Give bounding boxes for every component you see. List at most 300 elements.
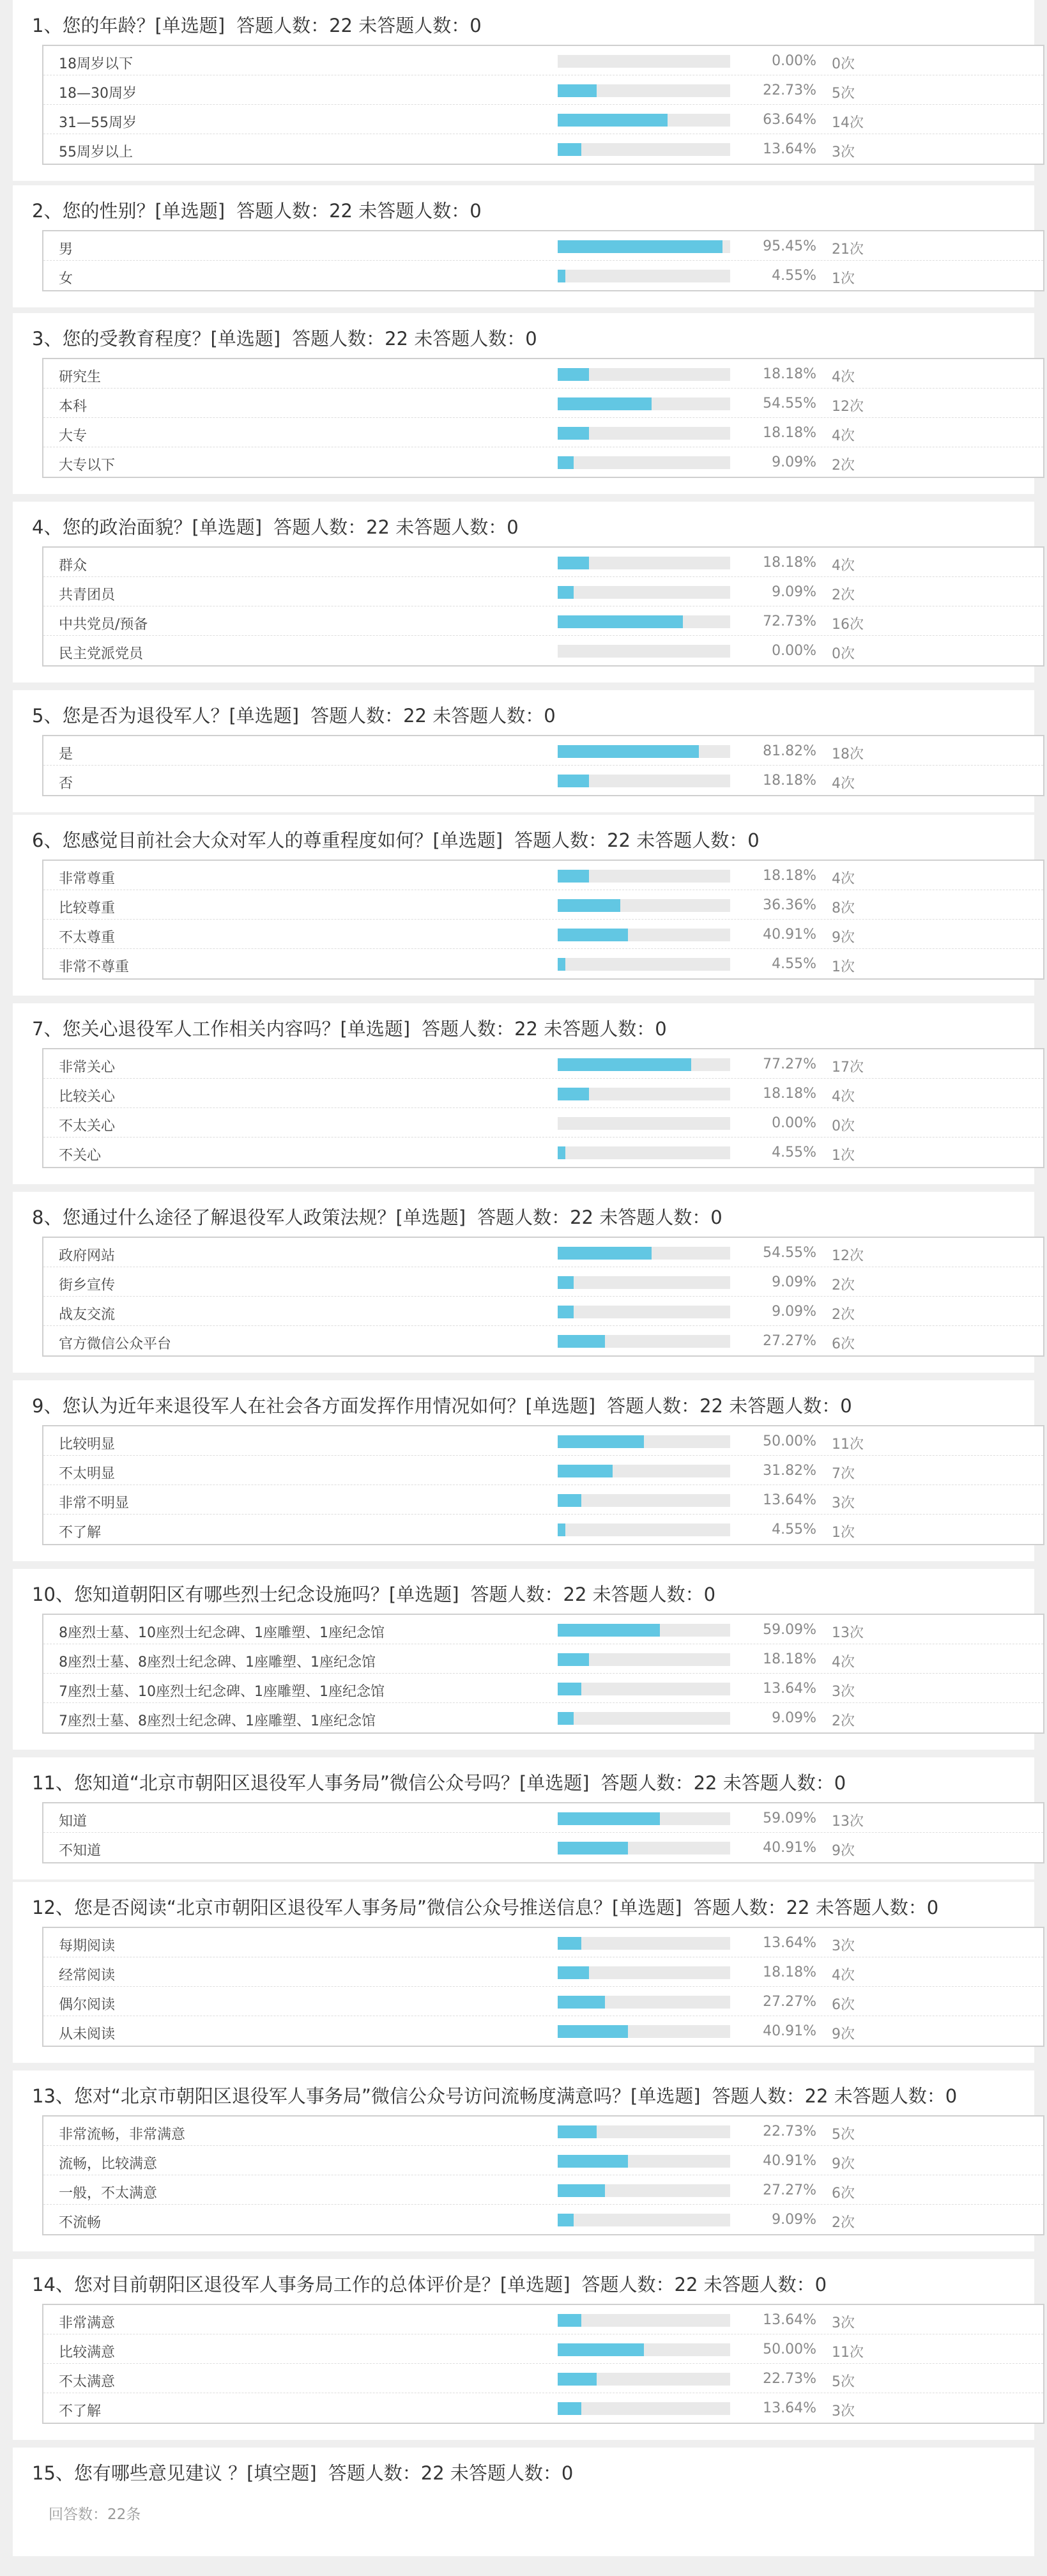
percentage-bar-track xyxy=(558,745,730,758)
percentage-bar-track xyxy=(558,368,730,381)
option-label: 8座烈士墓、10座烈士纪念碑、1座雕塑、1座纪念馆 xyxy=(59,1625,385,1641)
option-percentage: 13.64% xyxy=(763,2312,816,2328)
question-title xyxy=(32,1203,722,1230)
question-meta: 答题人数：22 未答题人数：0 xyxy=(712,2085,958,2107)
option-percentage: 77.27% xyxy=(763,1056,816,1072)
percentage-bar-track xyxy=(558,1306,730,1318)
question-meta: 答题人数：22 未答题人数：0 xyxy=(693,1897,939,1918)
percentage-bar-track xyxy=(558,586,730,599)
option-count: 3次 xyxy=(832,1684,855,1700)
option-percentage: 18.18% xyxy=(763,1651,816,1667)
question-title xyxy=(32,702,556,728)
option-row xyxy=(43,2175,1043,2205)
percentage-bar-track xyxy=(558,84,730,97)
percentage-bar-fill xyxy=(558,1146,565,1159)
options-table xyxy=(42,1048,1044,1168)
percentage-bar-track xyxy=(558,1335,730,1348)
option-count: 13次 xyxy=(832,1625,864,1641)
percentage-bar-fill xyxy=(558,586,574,599)
option-row xyxy=(43,2205,1043,2234)
percentage-bar-track xyxy=(558,397,730,410)
percentage-bar-track xyxy=(558,958,730,971)
option-label: 群众 xyxy=(59,558,88,574)
option-label: 流畅，比较满意 xyxy=(59,2156,158,2172)
option-label: 不了解 xyxy=(59,1525,102,1541)
percentage-bar-fill xyxy=(558,2314,581,2327)
option-row xyxy=(43,949,1043,978)
option-count: 4次 xyxy=(832,776,855,792)
percentage-bar-track xyxy=(558,870,730,883)
percentage-bar-track xyxy=(558,1842,730,1855)
option-row xyxy=(43,920,1043,949)
question-title xyxy=(32,1015,667,1041)
option-percentage: 59.09% xyxy=(763,1622,816,1638)
option-label: 官方微信公众平台 xyxy=(59,1336,172,1352)
percentage-bar-fill xyxy=(558,240,722,253)
option-count: 1次 xyxy=(832,959,855,975)
percentage-bar-track xyxy=(558,557,730,569)
question-text: 15、您有哪些意见建议 ？[填空题] xyxy=(32,2462,317,2484)
option-percentage: 13.64% xyxy=(763,2400,816,2416)
percentage-bar-track xyxy=(558,1712,730,1725)
option-label: 非常流畅，非常满意 xyxy=(59,2127,186,2143)
question-meta: 答题人数：22 未答题人数：0 xyxy=(236,200,482,222)
option-percentage: 18.18% xyxy=(763,366,816,382)
option-row xyxy=(43,2016,1043,2046)
percentage-bar-track xyxy=(558,1088,730,1100)
option-row xyxy=(43,861,1043,890)
options-table xyxy=(42,230,1044,291)
option-count: 4次 xyxy=(832,428,855,444)
percentage-bar-fill xyxy=(558,2373,597,2386)
option-count: 3次 xyxy=(832,2315,855,2331)
option-percentage: 4.55% xyxy=(772,956,816,972)
percentage-bar-fill xyxy=(558,1494,581,1507)
percentage-bar-track xyxy=(558,1996,730,2009)
option-row xyxy=(43,359,1043,389)
option-row xyxy=(43,636,1043,665)
option-percentage: 13.64% xyxy=(763,141,816,157)
option-percentage: 50.00% xyxy=(763,2341,816,2357)
option-label: 经常阅读 xyxy=(59,1968,116,1984)
option-percentage: 50.00% xyxy=(763,1433,816,1449)
percentage-bar-fill xyxy=(558,1276,574,1289)
question-meta: 答题人数：22 未答题人数：0 xyxy=(581,2274,827,2295)
option-percentage: 22.73% xyxy=(763,2124,816,2140)
option-count: 7次 xyxy=(832,1466,855,1482)
option-percentage: 9.09% xyxy=(772,1304,816,1320)
option-percentage: 4.55% xyxy=(772,268,816,284)
option-percentage: 59.09% xyxy=(763,1810,816,1826)
options-table xyxy=(42,2115,1044,2235)
option-row xyxy=(43,447,1043,477)
option-count: 3次 xyxy=(832,2403,855,2419)
option-percentage: 22.73% xyxy=(763,2371,816,2387)
option-percentage: 95.45% xyxy=(763,238,816,254)
option-label: 7座烈士墓、10座烈士纪念碑、1座雕塑、1座纪念馆 xyxy=(59,1684,385,1700)
percentage-bar-fill xyxy=(558,615,683,628)
percentage-bar-fill xyxy=(558,1523,565,1536)
option-count: 1次 xyxy=(832,1525,855,1541)
option-row xyxy=(43,577,1043,606)
option-label: 18—30周岁 xyxy=(59,86,137,102)
option-percentage: 27.27% xyxy=(763,2182,816,2198)
option-label: 7座烈士墓、8座烈士纪念碑、1座雕塑、1座纪念馆 xyxy=(59,1713,376,1729)
percentage-bar-track xyxy=(558,615,730,628)
percentage-bar-fill xyxy=(558,2402,581,2415)
option-row xyxy=(43,1108,1043,1138)
option-count: 8次 xyxy=(832,900,855,916)
percentage-bar-track xyxy=(558,1494,730,1507)
options-table xyxy=(42,1614,1044,1734)
option-percentage: 27.27% xyxy=(763,1333,816,1349)
question-title xyxy=(32,2082,957,2108)
option-row xyxy=(43,75,1043,105)
question-title xyxy=(32,12,482,38)
question-title xyxy=(32,325,537,351)
percentage-bar-fill xyxy=(558,1306,574,1318)
option-label: 否 xyxy=(59,776,73,792)
option-label: 偶尔阅读 xyxy=(59,1997,116,2013)
option-count: 13次 xyxy=(832,1814,864,1830)
option-count: 0次 xyxy=(832,646,855,662)
percentage-bar-track xyxy=(558,2025,730,2038)
percentage-bar-track xyxy=(558,1937,730,1950)
question-meta: 答题人数：22 未答题人数：0 xyxy=(328,2462,574,2484)
question-title xyxy=(32,2459,573,2485)
option-label: 55周岁以上 xyxy=(59,144,133,160)
option-percentage: 22.73% xyxy=(763,82,816,98)
question-meta: 答题人数：22 未答题人数：0 xyxy=(477,1207,722,1228)
option-percentage: 9.09% xyxy=(772,584,816,600)
percentage-bar-track xyxy=(558,1058,730,1071)
option-label: 不太尊重 xyxy=(59,930,116,946)
percentage-bar-track xyxy=(558,1465,730,1477)
options-table xyxy=(42,45,1044,165)
option-count: 2次 xyxy=(832,458,855,474)
question-text: 13、您对“北京市朝阳区退役军人事务局”微信公众号访问流畅度满意吗？[单选题] xyxy=(32,2085,701,2107)
question-4 xyxy=(13,502,1034,683)
question-meta: 答题人数：22 未答题人数：0 xyxy=(292,328,537,350)
option-row xyxy=(43,1138,1043,1167)
option-row xyxy=(43,1049,1043,1079)
percentage-bar-fill xyxy=(558,456,574,469)
question-12 xyxy=(13,1882,1034,2063)
option-label: 民主党派党员 xyxy=(59,646,144,662)
option-label: 非常满意 xyxy=(59,2315,116,2331)
option-count: 5次 xyxy=(832,86,855,102)
percentage-bar-track xyxy=(558,929,730,941)
option-percentage: 13.64% xyxy=(763,1492,816,1508)
option-count: 5次 xyxy=(832,2374,855,2390)
percentage-bar-track xyxy=(558,2402,730,2415)
option-row xyxy=(43,1426,1043,1456)
option-row xyxy=(43,1987,1043,2016)
option-count: 18次 xyxy=(832,746,864,762)
question-text: 3、您的受教育程度？[单选题] xyxy=(32,328,281,350)
option-row xyxy=(43,1079,1043,1108)
question-7 xyxy=(13,1003,1034,1184)
percentage-bar-fill xyxy=(558,775,589,787)
percentage-bar-track xyxy=(558,775,730,787)
option-label: 女 xyxy=(59,271,73,287)
percentage-bar-fill xyxy=(558,1435,644,1448)
percentage-bar-fill xyxy=(558,1842,628,1855)
percentage-bar-fill xyxy=(558,1465,613,1477)
percentage-bar-track xyxy=(558,1146,730,1159)
option-count: 4次 xyxy=(832,871,855,887)
option-count: 0次 xyxy=(832,1118,855,1134)
options-table xyxy=(42,1425,1044,1545)
option-percentage: 18.18% xyxy=(763,555,816,571)
question-meta: 答题人数：22 未答题人数：0 xyxy=(273,516,519,538)
option-label: 研究生 xyxy=(59,369,102,385)
option-count: 6次 xyxy=(832,1997,855,2013)
option-label: 不知道 xyxy=(59,1843,102,1859)
percentage-bar-track xyxy=(558,2184,730,2197)
percentage-bar-track xyxy=(558,2125,730,2138)
question-text: 10、您知道朝阳区有哪些烈士纪念设施吗？[单选题] xyxy=(32,1584,459,1605)
percentage-bar-fill xyxy=(558,745,699,758)
option-count: 5次 xyxy=(832,2127,855,2143)
option-count: 12次 xyxy=(832,399,864,415)
option-count: 2次 xyxy=(832,587,855,603)
percentage-bar-fill xyxy=(558,1058,691,1071)
option-label: 比较满意 xyxy=(59,2345,116,2361)
options-table xyxy=(42,1237,1044,1357)
option-row xyxy=(43,2146,1043,2175)
option-count: 9次 xyxy=(832,930,855,946)
question-title xyxy=(32,826,760,852)
option-label: 比较明显 xyxy=(59,1437,116,1453)
percentage-bar-track xyxy=(558,1683,730,1695)
option-percentage: 27.27% xyxy=(763,1994,816,2010)
percentage-bar-fill xyxy=(558,2184,605,2197)
percentage-bar-track xyxy=(558,1523,730,1536)
option-row xyxy=(43,1644,1043,1674)
option-label: 一般，不太满意 xyxy=(59,2186,158,2202)
option-percentage: 0.00% xyxy=(772,53,816,69)
option-percentage: 0.00% xyxy=(772,1115,816,1131)
option-percentage: 40.91% xyxy=(763,1840,816,1856)
option-row xyxy=(43,736,1043,766)
option-row xyxy=(43,1267,1043,1297)
answer-count[interactable]: 回答数：22条 xyxy=(49,2506,141,2523)
option-count: 3次 xyxy=(832,1938,855,1954)
option-count: 16次 xyxy=(832,617,864,633)
question-text: 2、您的性别？[单选题] xyxy=(32,200,225,222)
option-count: 14次 xyxy=(832,115,864,131)
option-row xyxy=(43,1297,1043,1326)
percentage-bar-fill xyxy=(558,2125,597,2138)
question-text: 8、您通过什么途径了解退役军人政策法规？[单选题] xyxy=(32,1207,466,1228)
option-label: 不了解 xyxy=(59,2403,102,2419)
percentage-bar-track xyxy=(558,1624,730,1637)
percentage-bar-fill xyxy=(558,1683,581,1695)
option-label: 是 xyxy=(59,746,73,762)
option-row xyxy=(43,890,1043,920)
percentage-bar-fill xyxy=(558,114,668,127)
option-percentage: 36.36% xyxy=(763,897,816,913)
option-row xyxy=(43,1957,1043,1987)
percentage-bar-fill xyxy=(558,427,589,440)
percentage-bar-fill xyxy=(558,1653,589,1666)
option-percentage: 31.82% xyxy=(763,1463,816,1479)
option-row xyxy=(43,1803,1043,1833)
option-count: 1次 xyxy=(832,1148,855,1164)
percentage-bar-fill xyxy=(558,368,589,381)
percentage-bar-fill xyxy=(558,84,597,97)
percentage-bar-track xyxy=(558,427,730,440)
option-label: 非常关心 xyxy=(59,1060,116,1076)
option-row xyxy=(43,1326,1043,1355)
option-label: 不太满意 xyxy=(59,2374,116,2390)
percentage-bar-track xyxy=(558,1117,730,1130)
percentage-bar-track xyxy=(558,2314,730,2327)
option-count: 11次 xyxy=(832,2345,864,2361)
option-label: 不流畅 xyxy=(59,2215,102,2231)
question-text: 14、您对目前朝阳区退役军人事务局工作的总体评价是？[单选题] xyxy=(32,2274,570,2295)
option-label: 31—55周岁 xyxy=(59,115,137,131)
percentage-bar-fill xyxy=(558,1088,589,1100)
question-5 xyxy=(13,690,1034,812)
question-13 xyxy=(13,2071,1034,2251)
question-text: 7、您关心退役军人工作相关内容吗？[单选题] xyxy=(32,1018,411,1040)
percentage-bar-track xyxy=(558,2373,730,2386)
option-percentage: 0.00% xyxy=(772,643,816,659)
percentage-bar-fill xyxy=(558,870,589,883)
question-text: 9、您认为近年来退役军人在社会各方面发挥作用情况如何？[单选题] xyxy=(32,1395,596,1417)
option-percentage: 9.09% xyxy=(772,1274,816,1290)
question-14 xyxy=(13,2259,1034,2440)
option-count: 3次 xyxy=(832,144,855,160)
question-title xyxy=(32,1392,852,1418)
option-row xyxy=(43,1928,1043,1957)
option-row xyxy=(43,2305,1043,2334)
option-percentage: 9.09% xyxy=(772,2212,816,2228)
percentage-bar-fill xyxy=(558,929,628,941)
percentage-bar-track xyxy=(558,1435,730,1448)
percentage-bar-track xyxy=(558,1812,730,1825)
percentage-bar-fill xyxy=(558,397,652,410)
question-9 xyxy=(13,1380,1034,1561)
option-count: 11次 xyxy=(832,1437,864,1453)
percentage-bar-fill xyxy=(558,2025,628,2038)
option-row xyxy=(43,261,1043,290)
option-count: 4次 xyxy=(832,369,855,385)
percentage-bar-track xyxy=(558,899,730,912)
percentage-bar-track xyxy=(558,1247,730,1260)
question-text: 5、您是否为退役军人？[单选题] xyxy=(32,705,300,727)
question-title xyxy=(32,2271,827,2297)
option-row xyxy=(43,1238,1043,1267)
option-row xyxy=(43,606,1043,636)
question-title xyxy=(32,1893,938,1920)
option-count: 21次 xyxy=(832,242,864,258)
option-count: 2次 xyxy=(832,1277,855,1293)
option-label: 每期阅读 xyxy=(59,1938,116,1954)
option-count: 2次 xyxy=(832,2215,855,2231)
percentage-bar-fill xyxy=(558,1812,660,1825)
percentage-bar-track xyxy=(558,143,730,156)
question-1 xyxy=(13,0,1034,181)
question-title xyxy=(32,513,519,539)
percentage-bar-track xyxy=(558,55,730,68)
options-table xyxy=(42,2304,1044,2424)
question-10 xyxy=(13,1569,1034,1750)
option-percentage: 40.91% xyxy=(763,2153,816,2169)
option-row xyxy=(43,418,1043,447)
option-count: 4次 xyxy=(832,1968,855,1984)
percentage-bar-fill xyxy=(558,899,620,912)
option-label: 非常不尊重 xyxy=(59,959,130,975)
question-6 xyxy=(13,815,1034,996)
percentage-bar-fill xyxy=(558,1624,660,1637)
percentage-bar-fill xyxy=(558,270,565,282)
percentage-bar-track xyxy=(558,1966,730,1979)
option-count: 3次 xyxy=(832,1495,855,1511)
option-percentage: 18.18% xyxy=(763,1086,816,1102)
option-row xyxy=(43,1674,1043,1703)
option-count: 6次 xyxy=(832,1336,855,1352)
option-percentage: 18.18% xyxy=(763,868,816,884)
option-row xyxy=(43,389,1043,418)
option-label: 战友交流 xyxy=(59,1307,116,1323)
percentage-bar-fill xyxy=(558,143,581,156)
percentage-bar-fill xyxy=(558,2155,628,2168)
question-meta: 答题人数：22 未答题人数：0 xyxy=(607,1395,852,1417)
question-text: 1、您的年龄？[单选题] xyxy=(32,15,225,36)
option-percentage: 18.18% xyxy=(763,1964,816,1980)
option-count: 6次 xyxy=(832,2186,855,2202)
option-count: 4次 xyxy=(832,1089,855,1105)
percentage-bar-fill xyxy=(558,557,589,569)
option-label: 从未阅读 xyxy=(59,2026,116,2042)
options-table xyxy=(42,1927,1044,2047)
option-percentage: 9.09% xyxy=(772,454,816,470)
option-label: 18周岁以下 xyxy=(59,56,133,72)
question-11 xyxy=(13,1757,1034,1879)
option-label: 非常尊重 xyxy=(59,871,116,887)
option-row xyxy=(43,1485,1043,1515)
option-percentage: 4.55% xyxy=(772,1145,816,1161)
percentage-bar-track xyxy=(558,240,730,253)
percentage-bar-track xyxy=(558,456,730,469)
question-meta: 答题人数：22 未答题人数：0 xyxy=(236,15,482,36)
percentage-bar-track xyxy=(558,1276,730,1289)
option-row xyxy=(43,2364,1043,2393)
question-text: 12、您是否阅读“北京市朝阳区退役军人事务局”微信公众号推送信息？[单选题] xyxy=(32,1897,682,1918)
percentage-bar-track xyxy=(558,2343,730,2356)
percentage-bar-fill xyxy=(558,958,565,971)
option-row xyxy=(43,766,1043,795)
percentage-bar-track xyxy=(558,1653,730,1666)
option-percentage: 54.55% xyxy=(763,396,816,412)
options-table xyxy=(42,358,1044,478)
question-title xyxy=(32,197,482,223)
option-count: 9次 xyxy=(832,2026,855,2042)
question-meta: 答题人数：22 未答题人数：0 xyxy=(470,1584,716,1605)
option-row xyxy=(43,1703,1043,1732)
option-percentage: 54.55% xyxy=(763,1245,816,1261)
option-label: 比较尊重 xyxy=(59,900,116,916)
question-meta: 答题人数：22 未答题人数：0 xyxy=(310,705,556,727)
option-row xyxy=(43,231,1043,261)
option-row xyxy=(43,46,1043,75)
option-label: 政府网站 xyxy=(59,1248,116,1264)
percentage-bar-track xyxy=(558,270,730,282)
options-table xyxy=(42,1802,1044,1863)
